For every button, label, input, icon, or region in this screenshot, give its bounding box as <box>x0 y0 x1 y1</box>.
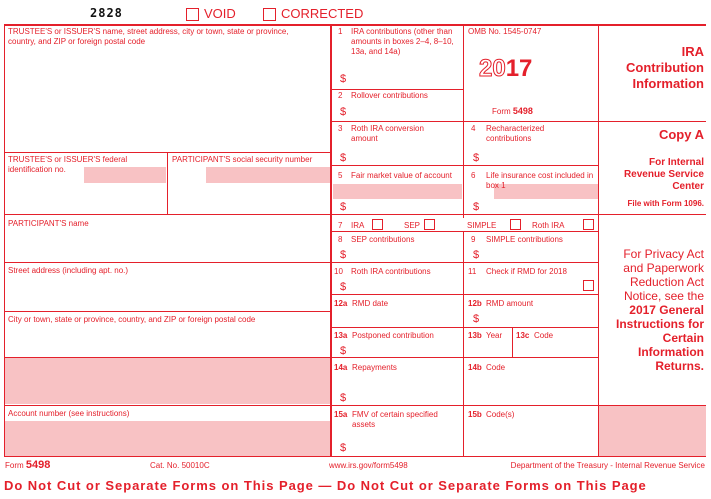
do-not-cut-banner: Do Not Cut or Separate Forms on This Page — Do Not Cut or Separate Forms on This Page <box>4 478 647 493</box>
box11-num: 11 <box>468 267 477 276</box>
box7-simple-checkbox[interactable] <box>510 219 521 230</box>
box15a-num: 15a <box>334 410 348 419</box>
for-irs-label: For Internal Revenue Service Center <box>623 157 704 192</box>
box6-label: Life insurance cost included in box 1 <box>486 171 594 190</box>
trustee-name-label: TRUSTEE'S or ISSUER'S name, street address, city or town, state or province, country, and ZIP or foreign postal code <box>8 27 289 46</box>
box12b-label: RMD amount <box>486 299 534 308</box>
box3-dollar: $ <box>340 152 347 164</box>
omb-number: OMB No. 1545-0747 <box>468 27 542 36</box>
box6-dollar: $ <box>473 201 480 213</box>
box8-dollar: $ <box>340 249 347 261</box>
box13b-label: Year <box>486 331 503 340</box>
box7-roth-checkbox[interactable] <box>583 219 594 230</box>
form-number-bold: 5498 <box>512 106 533 116</box>
box4-label: Recharacterized contributions <box>486 124 545 143</box>
box6-num: 6 <box>471 171 476 180</box>
corrected-label: CORRECTED <box>281 6 364 21</box>
form-code: 2828 <box>90 6 123 20</box>
copy-label: Copy A <box>658 127 704 142</box>
corrected-checkbox[interactable] <box>263 8 276 21</box>
box4-num: 4 <box>471 124 476 133</box>
footer-form-number: 5498 <box>25 459 51 471</box>
participant-ssn-label: PARTICIPANT'S social security number <box>172 155 313 164</box>
box7-num: 7 <box>338 221 343 230</box>
privacy-prefix: For Privacy Act and Paperwork Reduction Act Notice, see the <box>623 247 704 303</box>
shade-account <box>5 421 330 457</box>
box13c-label: Code <box>534 331 554 340</box>
box11-checkbox[interactable] <box>583 280 594 291</box>
box9-dollar: $ <box>473 249 480 261</box>
box13a-dollar: $ <box>340 345 347 357</box>
box13a-label: Postponed contribution <box>352 331 434 340</box>
footer-dept: Department of the Treasury - Internal Revenue Service <box>510 461 705 470</box>
box14b-num: 14b <box>468 363 482 372</box>
box3-num: 3 <box>338 124 343 133</box>
box3-label: Roth IRA conversion amount <box>351 124 424 143</box>
footer-cat: Cat. No. 50010C <box>150 461 210 470</box>
box7-sep-label: SEP <box>404 221 421 230</box>
box15a-label: FMV of certain specified assets <box>352 410 438 429</box>
shade-ssn <box>206 167 330 183</box>
box7-roth-label: Roth IRA <box>532 221 565 230</box>
privacy-bold: 2017 General Instructions for Certain Information Returns. <box>615 303 704 373</box>
box5-dollar: $ <box>340 201 347 213</box>
box15b-num: 15b <box>468 410 482 419</box>
form-number-label <box>492 106 533 117</box>
box2-label: Rollover contributions <box>351 91 428 100</box>
box9-label: SIMPLE contributions <box>486 235 563 244</box>
box12b-num: 12b <box>468 299 482 308</box>
tax-year <box>479 56 532 82</box>
box14a-dollar: $ <box>340 392 347 404</box>
box2-dollar: $ <box>340 106 347 118</box>
box12a-label: RMD date <box>352 299 389 308</box>
box10-num: 10 <box>334 267 343 276</box>
box1-num: 1 <box>338 27 343 36</box>
box7-sep-checkbox[interactable] <box>424 219 435 230</box>
box5-num: 5 <box>338 171 343 180</box>
box10-dollar: $ <box>340 281 347 293</box>
box7-ira-checkbox[interactable] <box>372 219 383 230</box>
box12a-num: 12a <box>334 299 348 308</box>
box15b-label: Code(s) <box>486 410 515 419</box>
form-title: IRA Contribution Information <box>626 44 704 91</box>
shade-right-bottom <box>599 405 706 457</box>
box11-label: Check if RMD for 2018 <box>486 267 567 276</box>
shade-left-gray <box>5 357 330 404</box>
box8-num: 8 <box>338 235 343 244</box>
trustee-id-label: TRUSTEE'S or ISSUER'S federal identification no. <box>8 155 128 174</box>
box12b-dollar: $ <box>473 313 480 325</box>
box7-ira-label: IRA <box>351 221 365 230</box>
void-checkbox[interactable] <box>186 8 199 21</box>
city-label: City or town, state or province, country, and ZIP or foreign postal code <box>8 315 256 324</box>
box8-label: SEP contributions <box>351 235 415 244</box>
box1-label: IRA contributions (other than amounts in boxes 2–4, 8–10, 13a, and 14a) <box>351 27 454 56</box>
box14a-num: 14a <box>334 363 348 372</box>
file-with-label: File with Form 1096. <box>627 199 704 208</box>
footer-url[interactable]: www.irs.gov/form5498 <box>329 461 408 470</box>
box13c-num: 13c <box>516 331 530 340</box>
tax-year-prefix: 20 <box>479 55 506 82</box>
footer-form <box>5 459 50 472</box>
box15a-dollar: $ <box>340 442 347 454</box>
box14a-label: Repayments <box>352 363 397 372</box>
box14b-label: Code <box>486 363 506 372</box>
street-label: Street address (including apt. no.) <box>8 266 129 275</box>
box4-dollar: $ <box>473 152 480 164</box>
box5-label: Fair market value of account <box>351 171 452 180</box>
form-label-small: Form <box>492 107 511 116</box>
box13b-num: 13b <box>468 331 482 340</box>
void-label: VOID <box>204 6 236 21</box>
box9-num: 9 <box>471 235 476 244</box>
box13a-num: 13a <box>334 331 348 340</box>
shade-box5 <box>333 184 462 199</box>
account-label: Account number (see instructions) <box>8 409 130 418</box>
tax-year-suffix: 17 <box>505 55 533 82</box>
box1-dollar: $ <box>340 73 347 85</box>
privacy-notice <box>608 247 704 373</box>
box10-label: Roth IRA contributions <box>351 267 431 276</box>
participant-name-label: PARTICIPANT'S name <box>8 219 89 228</box>
footer-form-label: Form <box>5 461 24 470</box>
box7-simple-label: SIMPLE <box>467 221 497 230</box>
box2-num: 2 <box>338 91 343 100</box>
